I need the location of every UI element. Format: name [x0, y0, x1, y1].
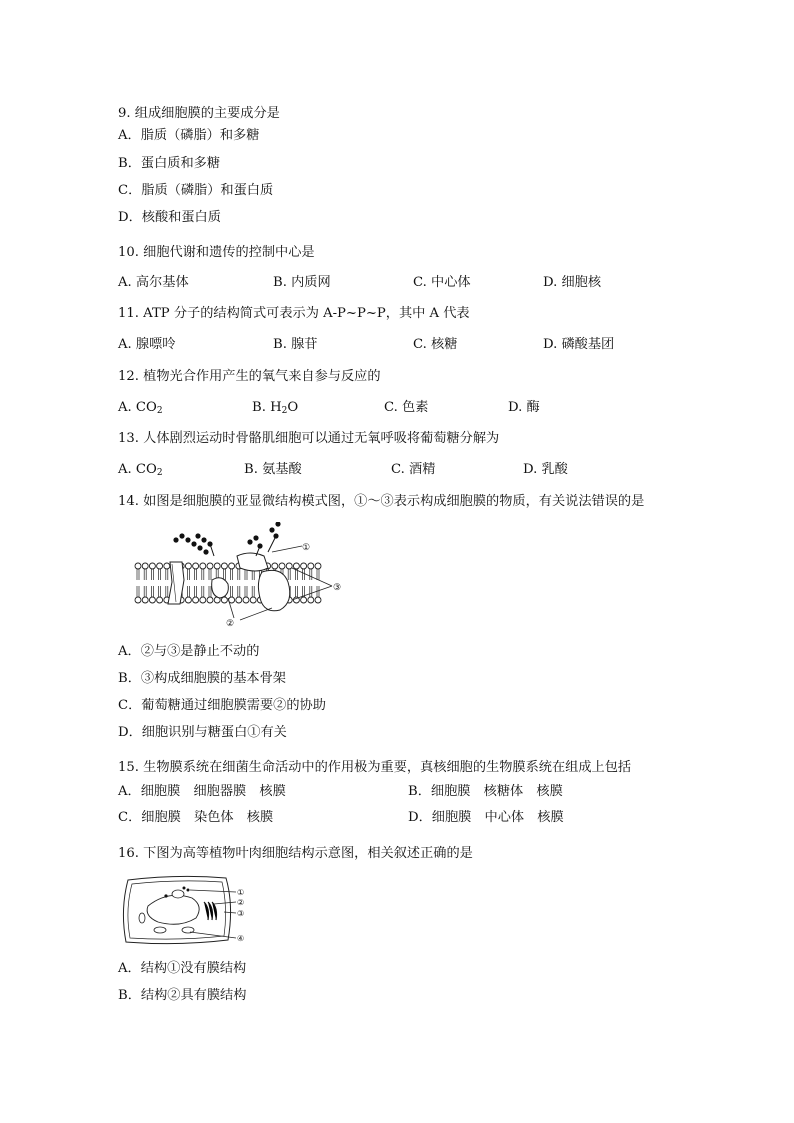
- phospholipid: [149, 563, 155, 580]
- question-9-option-c: C．脂质（磷脂）和蛋白质: [118, 183, 274, 198]
- phospholipid: [250, 586, 256, 603]
- organelle-1: [172, 890, 184, 898]
- plant-cell-diagram: [118, 872, 252, 948]
- question-15-option-d: D．细胞膜 中心体 核膜: [408, 810, 564, 825]
- question-14-option-c: C．葡萄糖通过细胞膜需要②的协助: [118, 698, 326, 713]
- phospholipid: [315, 563, 321, 580]
- question-13-option-a: A. $CO_2$: [118, 462, 163, 478]
- question-10-option-b: B. 内质网: [273, 275, 331, 290]
- phospholipid: [142, 563, 148, 580]
- question-16-option-b: B．结构②具有膜结构: [118, 988, 247, 1003]
- phospholipid: [243, 586, 249, 603]
- cell-label-3: ③: [237, 909, 245, 918]
- diagram-label-1: ①: [302, 543, 311, 553]
- question-16-stem: 16. 下图为高等植物叶肉细胞结构示意图，相关叙述正确的是: [118, 846, 473, 861]
- question-12-option-b: B. $H_2O$: [252, 400, 299, 416]
- question-9-option-d: D．核酸和蛋白质: [118, 210, 221, 225]
- phospholipid: [157, 586, 163, 603]
- question-15-option-b: B．细胞膜 核糖体 核膜: [408, 784, 563, 799]
- phospholipid: [200, 586, 206, 603]
- phospholipid: [301, 586, 307, 603]
- question-9-option-b: B．蛋白质和多糖: [118, 156, 221, 171]
- question-11-stem: 11. ATP 分子的结构简式可表示为 A-P~P~P，其中 A 代表: [118, 306, 470, 321]
- question-11-option-a: A. 腺嘌呤: [118, 337, 176, 352]
- question-12-option-d: D. 酶: [508, 400, 540, 415]
- cell-label-2: ②: [237, 898, 245, 907]
- question-16-option-a: A．结构①没有膜结构: [118, 961, 247, 976]
- question-13-option-d: D. 乳酸: [523, 462, 568, 477]
- chloroplast: [139, 913, 145, 923]
- question-13-option-b: B. 氨基酸: [244, 462, 302, 477]
- phospholipid: [293, 586, 299, 603]
- question-12-option-a: A. $CO_2$: [118, 400, 163, 416]
- phospholipid: [236, 586, 242, 603]
- phospholipid: [142, 586, 148, 603]
- question-14-option-b: B．③构成细胞膜的基本骨架: [118, 671, 286, 686]
- phospholipid-bilayer: [135, 563, 321, 603]
- phospholipid: [286, 563, 292, 580]
- cell-label-1: ①: [237, 888, 245, 897]
- question-11-option-d: D. 磷酸基团: [543, 337, 615, 352]
- question-10-option-a: A. 高尔基体: [118, 275, 189, 290]
- question-10-stem: 10. 细胞代谢和遗传的控制中心是: [118, 245, 315, 260]
- question-12-option-c: C. 色素: [384, 400, 429, 415]
- question-9-stem: 9. 组成细胞膜的主要成分是: [118, 106, 280, 121]
- phospholipid: [149, 586, 155, 603]
- phospholipid: [164, 563, 170, 580]
- phospholipid: [135, 563, 141, 580]
- phospholipid: [193, 563, 199, 580]
- phospholipid: [157, 563, 163, 580]
- question-11-option-b: B. 腺苷: [273, 337, 318, 352]
- question-13-option-c: C. 酒精: [391, 462, 436, 477]
- phospholipid: [200, 563, 206, 580]
- phospholipid: [135, 586, 141, 603]
- question-15-option-a: A．细胞膜 细胞器膜 核膜: [118, 784, 286, 799]
- cell-label-4: ④: [237, 934, 245, 943]
- question-10-option-c: C. 中心体: [413, 275, 471, 290]
- phospholipid: [293, 563, 299, 580]
- question-13-stem: 13. 人体剧烈运动时骨骼肌细胞可以通过无氧呼吸将葡萄糖分解为: [118, 431, 500, 446]
- question-15-stem: 15. 生物膜系统在细菌生命活动中的作用极为重要，真核细胞的生物膜系统在组成上包括: [118, 760, 632, 775]
- phospholipid: [301, 563, 307, 580]
- question-15-option-c: C．细胞膜 染色体 核膜: [118, 810, 274, 825]
- phospholipid: [185, 563, 191, 580]
- cell-membrane-diagram: [132, 522, 354, 632]
- phospholipid: [185, 586, 191, 603]
- question-14-option-d: D．细胞识别与糖蛋白①有关: [118, 725, 287, 740]
- phospholipid: [315, 586, 321, 603]
- question-9-option-a: A．脂质（磷脂）和多糖: [118, 128, 260, 143]
- phospholipid: [207, 563, 213, 580]
- diagram-label-2: ②: [226, 619, 235, 629]
- question-12-stem: 12. 植物光合作用产生的氧气来自参与反应的: [118, 369, 381, 384]
- phospholipid: [193, 586, 199, 603]
- phospholipid: [221, 563, 227, 580]
- question-14-stem: 14. 如图是细胞膜的亚显微结构模式图，①～③表示构成细胞膜的物质，有关说法错误的是: [118, 494, 645, 509]
- question-11-option-c: C. 核糖: [413, 337, 458, 352]
- phospholipid: [229, 586, 235, 603]
- question-10-option-d: D. 细胞核: [543, 275, 602, 290]
- diagram-label-3: ③: [333, 583, 342, 593]
- chloroplast: [154, 927, 166, 933]
- glycoprotein-chains: [173, 522, 280, 556]
- question-14-option-a: A．②与③是静止不动的: [118, 644, 260, 659]
- phospholipid: [229, 563, 235, 580]
